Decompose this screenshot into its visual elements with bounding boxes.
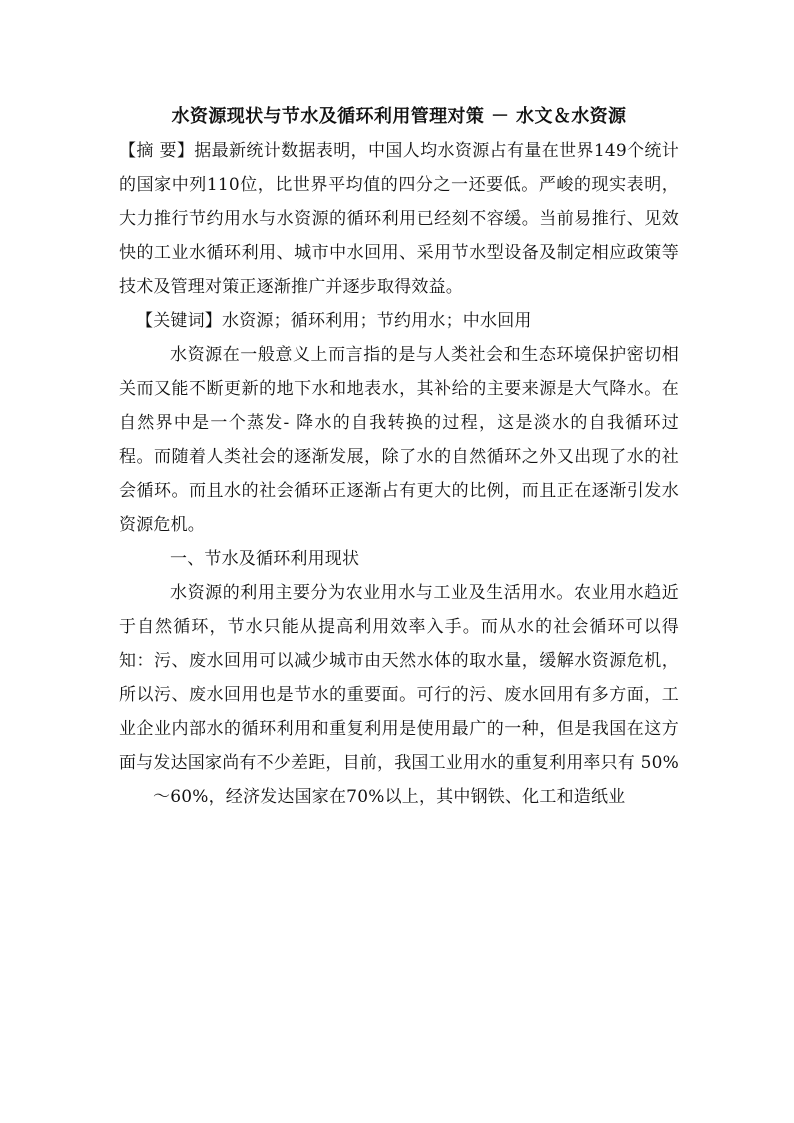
document-body [119,100,679,814]
abstract-text: 据最新统计数据表明，中国人均水资源占有量在世界149个统计的国家中列110位，比世界平均值的四分之一还要低。严峻的现实表明，大力推行节约用水与水资源的循环利用已经刻不容缓。当前易推行、见效快的工业水循环利用、城市中水回用、采用节水型设备及制定相应政策等技术及管理对策正逐渐推广并逐步取得效益。 [119,141,679,297]
body-paragraph-2: 水资源的利用主要分为农业用水与工业及生活用水。农业用水趋近于自然循环，节水只能从提高利用效率入手。而从水的社会循环可以得知：污、废水回用可以减少城市由天然水体的取水量，缓解水资源危机，所以污、废水回用也是节水的重要面。可行的污、废水回用有多方面，工业企业内部水的循环利用和重复利用是使用最广的一种，但是我国在这方面与发达国家尚有不少差距，目前，我国工业用水的重复利用率只有 50% [119,583,679,773]
keywords-label: 【关键词】 [136,311,222,331]
document-title: 水资源现状与节水及循环利用管理对策 － 水文＆水资源 [171,106,627,127]
keywords-text: 水资源；循环利用；节约用水；中水回用 [222,311,532,331]
body-paragraph-3: ～60%，经济发达国家在70%以上，其中钢铁、化工和造纸业 [153,787,626,807]
keywords-paragraph [119,304,679,338]
section-heading: 一、节水及循环利用现状 [170,549,360,569]
body-paragraph-1: 水资源在一般意义上而言指的是与人类社会和生态环境保护密切相关而又能不断更新的地下水和地表水，其补给的主要来源是大气降水。在自然界中是一个蒸发- 降水的自我转换的过程，这是淡水的自我循环过程。而随着人类社会的逐渐发展，除了水的自然循环之外又出现了水的社会循环。而且水的社会循环正逐渐占有更大的比例，而且正在逐渐引发水资源危机。 [119,345,679,535]
abstract-label: 【摘 要】 [119,141,195,161]
abstract-paragraph [119,134,679,304]
